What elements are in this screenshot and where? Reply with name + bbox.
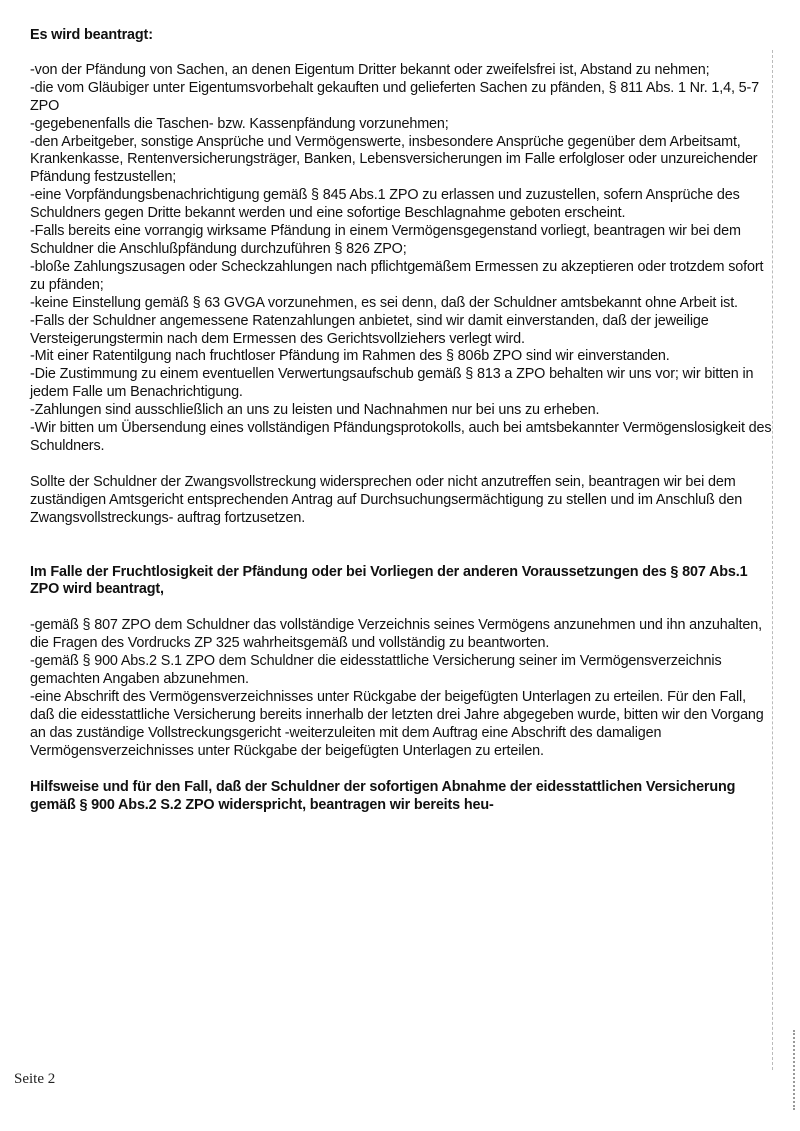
- request-item: -Die Zustimmung zu einem eventuellen Verwertungsaufschub gemäß § 813 a ZPO behalten wir uns vor; wir bitten in jedem Falle um Benachrichtigung.: [30, 366, 754, 401]
- request-item: -gegebenenfalls die Taschen- bzw. Kassenpfändung vorzunehmen;: [30, 115, 449, 132]
- fruitless-item: -eine Abschrift des Vermögensverzeichnisses unter Rückgabe der beigefügten Unterlagen zu erteilen. Für den Fall, daß die eidesstattliche Versicherung bereits innerhalb der letzten drei Jahre abgegeben wurde, bitten wir den Vorgang an das zuständige Vollstreckungsgericht -weiterzuleiten mit dem Auftrag eine Abschrift des damaligen Vermögensverzeichnisses unter Rückgabe der beigefügten Unterlagen zu erteilen.: [30, 689, 764, 759]
- fruitless-item: -gemäß § 900 Abs.2 S.1 ZPO dem Schuldner die eidesstattliche Versicherung seiner im Vermögensverzeichnis gemachten Angaben abzunehmen.: [30, 653, 722, 688]
- search-warrant-paragraph: Sollte der Schuldner der Zwangsvollstreckung widersprechen oder nicht anzutreffen sein, beantragen wir bei dem zuständigen Amtsgericht entsprechenden Antrag auf Durchsuchungsermächtigung zu stellen und im Anschluß den Zwangsvollstreckungs- auftrag fortzusetzen.: [30, 473, 743, 526]
- request-item: -bloße Zahlungszusagen oder Scheckzahlungen nach pflichtgemäßem Ermessen zu akzeptieren oder trotzdem sofort zu pfänden;: [30, 258, 764, 293]
- spacer: [30, 456, 772, 474]
- spacer: [30, 599, 772, 617]
- final-paragraph: Hilfsweise und für den Fall, daß der Schuldner der sofortigen Abnahme der eidesstattlichen Versicherung gemäß § 900 Abs.2 S.2 ZPO widerspricht, beantragen wir bereits heu-: [30, 778, 736, 813]
- page-number: Seite 2: [14, 1071, 56, 1087]
- request-item: -Falls der Schuldner angemessene Ratenzahlungen anbietet, sind wir damit einverstanden, daß der jeweilige Versteigerungstermin nach dem Ermessen des Gerichtsvollziehers verlegt wird.: [30, 312, 709, 347]
- request-item: -keine Einstellung gemäß § 63 GVGA vorzunehmen, es sei denn, daß der Schuldner amtsbekannt ohne Arbeit ist.: [30, 294, 738, 311]
- request-item: -Falls bereits eine vorrangig wirksame Pfändung in einem Vermögensgegenstand vorliegt, beantragen wir bei dem Schuldner die Anschlußpfändung durchzuführen § 826 ZPO;: [30, 223, 741, 257]
- request-item: -eine Vorpfändungsbenachrichtigung gemäß § 845 Abs.1 ZPO zu erlassen und zuzustellen, sofern Ansprüche des Schuldners gegen Dritte bekannt werden und eine sofortige Beschlagnahme geboten erscheint.: [30, 187, 740, 222]
- spacer: [30, 761, 772, 779]
- request-item: -von der Pfändung von Sachen, an denen Eigentum Dritter bekannt oder zweifelsfrei ist, Abstand zu nehmen;: [30, 61, 710, 78]
- fruitless-heading: Im Falle der Fruchtlosigkeit der Pfändung oder bei Vorliegen der anderen Voraussetzungen des § 807 Abs.1 ZPO wird beantragt,: [30, 563, 748, 598]
- request-heading: Es wird beantragt:: [30, 27, 153, 43]
- document-body: [30, 27, 772, 814]
- scan-edge-mark: [793, 1030, 796, 1110]
- fruitless-item: -gemäß § 807 ZPO dem Schuldner das vollständige Verzeichnis seines Vermögens anzunehmen und ihn anzuhalten, die Fragen des Vordrucks ZP 325 wahrheitsgemäß und vollständig zu beantworten.: [30, 617, 762, 652]
- spacer: [30, 528, 772, 564]
- request-item: -den Arbeitgeber, sonstige Ansprüche und Vermögenswerte, insbesondere Ansprüche gegenüber dem Arbeitsamt, Krankenkasse, Rentenversicherungsträger, Banken, Lebensversicherungen im Falle erfolgloser oder unzureichender Pfändung festzustellen;: [30, 133, 758, 186]
- scan-margin-line: [772, 50, 774, 1070]
- request-list: [30, 62, 772, 456]
- request-item: -Mit einer Ratentilgung nach fruchtloser Pfändung im Rahmen des § 806b ZPO sind wir einverstanden.: [30, 348, 670, 365]
- request-item: -die vom Gläubiger unter Eigentumsvorbehalt gekauften und gelieferten Sachen zu pfänden, § 811 Abs. 1 Nr. 1,4, 5-7 ZPO: [30, 79, 760, 114]
- request-item: -Wir bitten um Übersendung eines vollständigen Pfändungsprotokolls, auch bei amtsbekannter Vermögenslosigkeit des Schuldners.: [30, 420, 772, 454]
- fruitless-list: [30, 617, 772, 760]
- request-item: -Zahlungen sind ausschließlich an uns zu leisten und Nachnahmen nur bei uns zu erheben.: [30, 402, 600, 419]
